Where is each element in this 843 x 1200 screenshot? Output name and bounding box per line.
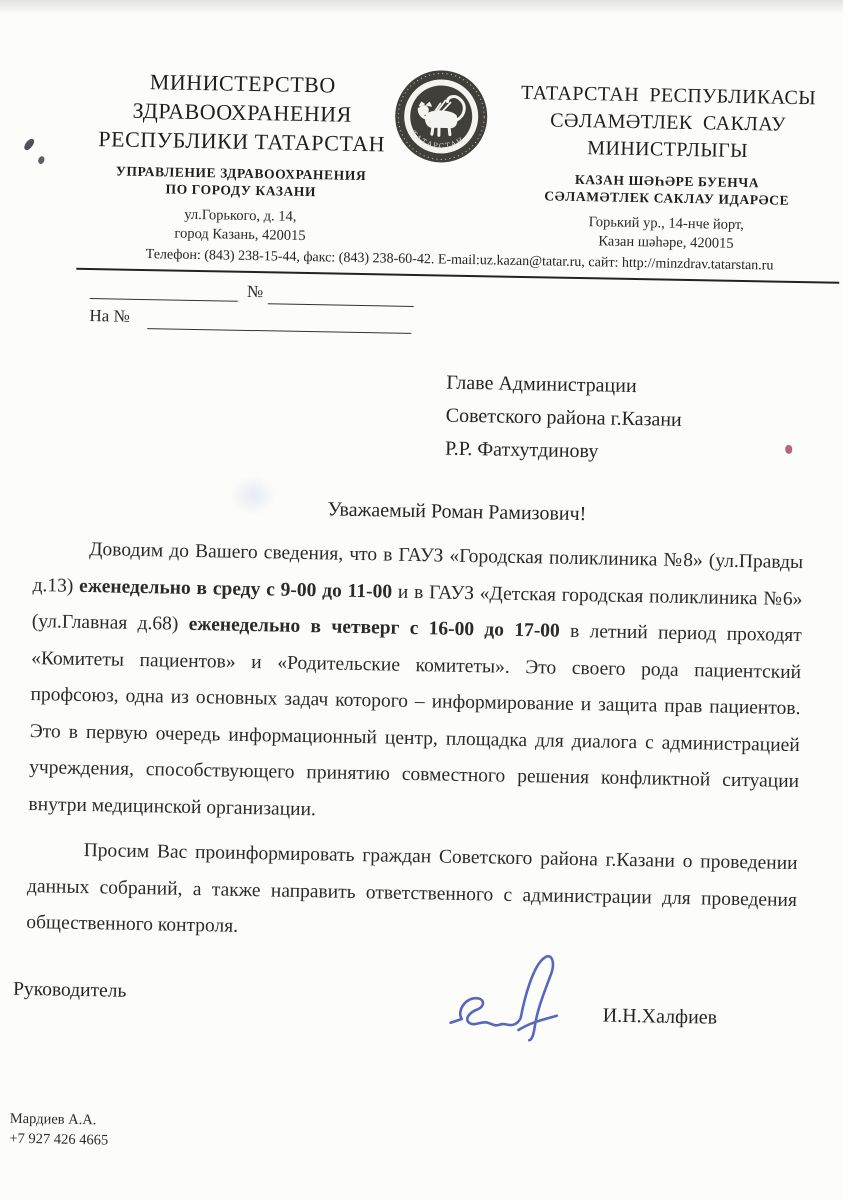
executor-block [9, 1109, 109, 1151]
body-segment: Доводим до Вашего сведения, что в ГАУЗ «Городская поликлиника №8» (ул.Правды д.13) [32, 539, 804, 597]
paragraph-1 [28, 531, 803, 837]
department-line: ПО ГОРОДУ КАЗАНИ [165, 181, 317, 200]
ministry-line: МИНИСТРЛЫГЫ [587, 137, 749, 163]
ministry-line: ТАТАРСТАН РЕСПУБЛИКАСЫ [520, 81, 817, 110]
outgoing-number-label: № [246, 281, 264, 302]
recipient-line: Советского района г.Казани [445, 404, 682, 431]
ministry-line: ЗДРАВООХРАНЕНИЯ [132, 97, 353, 127]
letter-body [26, 531, 804, 965]
handwritten-signature [448, 949, 580, 1049]
emblem-label: ТАТАРСТАН [409, 129, 466, 151]
department-line: КАЗАН ШӘҺӘРЕ БУЕНЧА [574, 171, 760, 191]
body-segment-bold: еженедельно в четверг с 16-00 до 17-00 [188, 613, 560, 642]
ministry-name-ru [86, 66, 398, 159]
address-line: Горький ур., 14-нче йорт, [588, 214, 744, 234]
executor-name: Мардиев А.А. [9, 1110, 97, 1129]
address-line: город Казань, 420015 [174, 225, 306, 244]
signature-ink-icon [448, 949, 580, 1049]
ink-blot-mark [37, 155, 45, 165]
ink-blot-mark [23, 137, 36, 152]
address-tat [495, 211, 838, 255]
address-ru [85, 204, 396, 248]
signature-stroke [450, 954, 558, 1040]
salutation: Уважаемый Роман Рамизович! [327, 498, 587, 526]
body-segment: и в ГАУЗ «Детская городская поликлиника №6» (ул.Главная д.68) [31, 581, 803, 635]
recipient-block [445, 367, 683, 470]
ministry-line: МИНИСТЕРСТВО [149, 69, 336, 98]
address-line: ул.Горького, д. 14, [184, 206, 297, 225]
contact-info-line: Телефон: (843) 238-15-44, факс: (843) 238-60-42. E-mail:uz.kazan@tatar.ru, сайт: http://minzdrav.tatarstan.ru [145, 247, 774, 274]
header-right-org-block [495, 79, 840, 255]
ministry-line: СӘЛАМӘТЛЕК САКЛАУ [550, 109, 787, 136]
outgoing-date-blank-line [90, 280, 238, 302]
paragraph-2: Просим Вас проинформировать граждан Советского района г.Казани о проведении данных собраний, а также направить ответственного с администрации для проведения общественного контроля. [26, 840, 798, 937]
executor-phone: +7 927 426 4665 [9, 1130, 109, 1149]
department-line: УПРАВЛЕНИЕ ЗДРАВООХРАНЕНИЯ [115, 163, 367, 184]
red-ink-dot [785, 445, 792, 454]
body-segment-bold: еженедельно в среду с 9-00 до 11-00 [78, 575, 393, 603]
ministry-name-tat [496, 79, 839, 166]
address-line: Казан шәһәре, 420015 [598, 233, 734, 252]
department-line: СӘЛАМӘТЛЕК САКЛАУ ИДАРӘСЕ [544, 188, 790, 208]
reply-number-label: На № [89, 306, 130, 326]
department-name-ru [86, 162, 397, 202]
emblem-svg [392, 68, 490, 166]
department-name-tat [496, 169, 839, 209]
recipient-line: Р.Р. Фатхутдинову [444, 437, 599, 463]
signer-title: Руководитель [12, 978, 127, 1002]
header-left-org-block [85, 66, 398, 248]
signer-name: И.Н.Халфиев [602, 1004, 718, 1029]
recipient-line: Главе Администрации [446, 371, 637, 398]
tatarstan-coat-of-arms-icon [392, 68, 490, 166]
body-segment: в летний период проходят «Комитеты пациентов» и «Родительские комитеты». Это своего рода пациентский профсоюз, одна из основных задач которого – информирование и защита прав пациентов. Это в первую очередь информационный центр, площадка для диалога с администрацией учреждения, способствующего принятию совместного решения конфликтной ситуации внутри медицинской организации. [28, 620, 802, 820]
reply-number-blank-line [147, 310, 411, 334]
ministry-line: РЕСПУБЛИКИ ТАТАРСТАН [98, 126, 386, 157]
outgoing-number-blank-line [268, 285, 414, 307]
